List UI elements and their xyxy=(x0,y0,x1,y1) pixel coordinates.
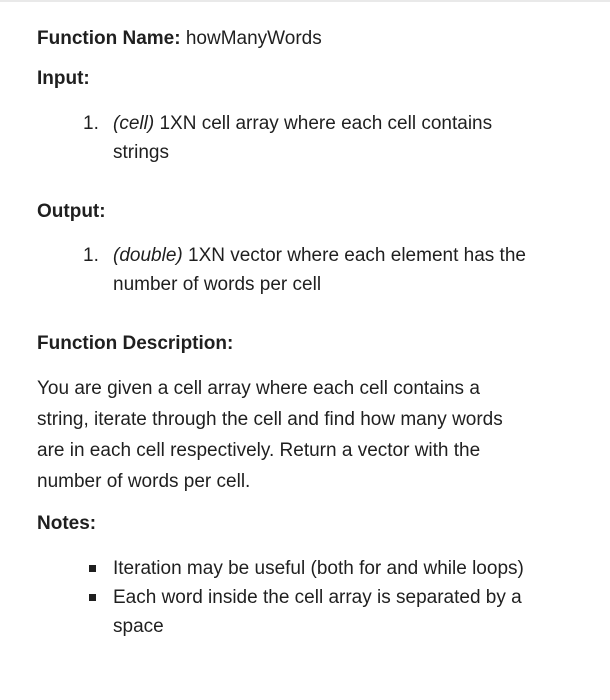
output-heading: Output: xyxy=(37,201,106,222)
input-type: (cell) xyxy=(113,113,155,134)
output-description: 1XN vector where each element has the number of words per cell xyxy=(113,245,526,295)
function-name-line xyxy=(37,24,597,53)
output-list-item xyxy=(37,241,533,299)
bullet-icon xyxy=(89,565,96,572)
output-list xyxy=(37,241,597,299)
notes-list-item xyxy=(37,583,543,641)
top-divider xyxy=(0,0,610,2)
function-name-label: Function Name: xyxy=(37,28,181,49)
notes-heading: Notes: xyxy=(37,513,97,534)
bullet-icon xyxy=(89,594,96,601)
note-text: Each word inside the cell array is separated by a space xyxy=(113,587,522,637)
function-name-value: howManyWords xyxy=(185,28,322,49)
input-list xyxy=(37,109,597,167)
description-text: You are given a cell array where each cell contains a string, iterate through the cell and find how many words are in each cell respectively. Return a vector with the number of words per cell. xyxy=(37,378,503,492)
notes-list-item xyxy=(37,554,543,583)
input-description: 1XN cell array where each cell contains strings xyxy=(113,113,493,163)
description-heading: Function Description: xyxy=(37,333,234,354)
output-type: (double) xyxy=(113,245,183,266)
input-heading: Input: xyxy=(37,68,90,89)
input-list-item xyxy=(37,109,533,167)
note-text: Iteration may be useful (both for and while loops) xyxy=(113,558,524,579)
list-number: 1. xyxy=(83,113,99,134)
assignment-document xyxy=(37,24,597,641)
list-number: 1. xyxy=(83,245,99,266)
notes-list xyxy=(37,554,597,641)
